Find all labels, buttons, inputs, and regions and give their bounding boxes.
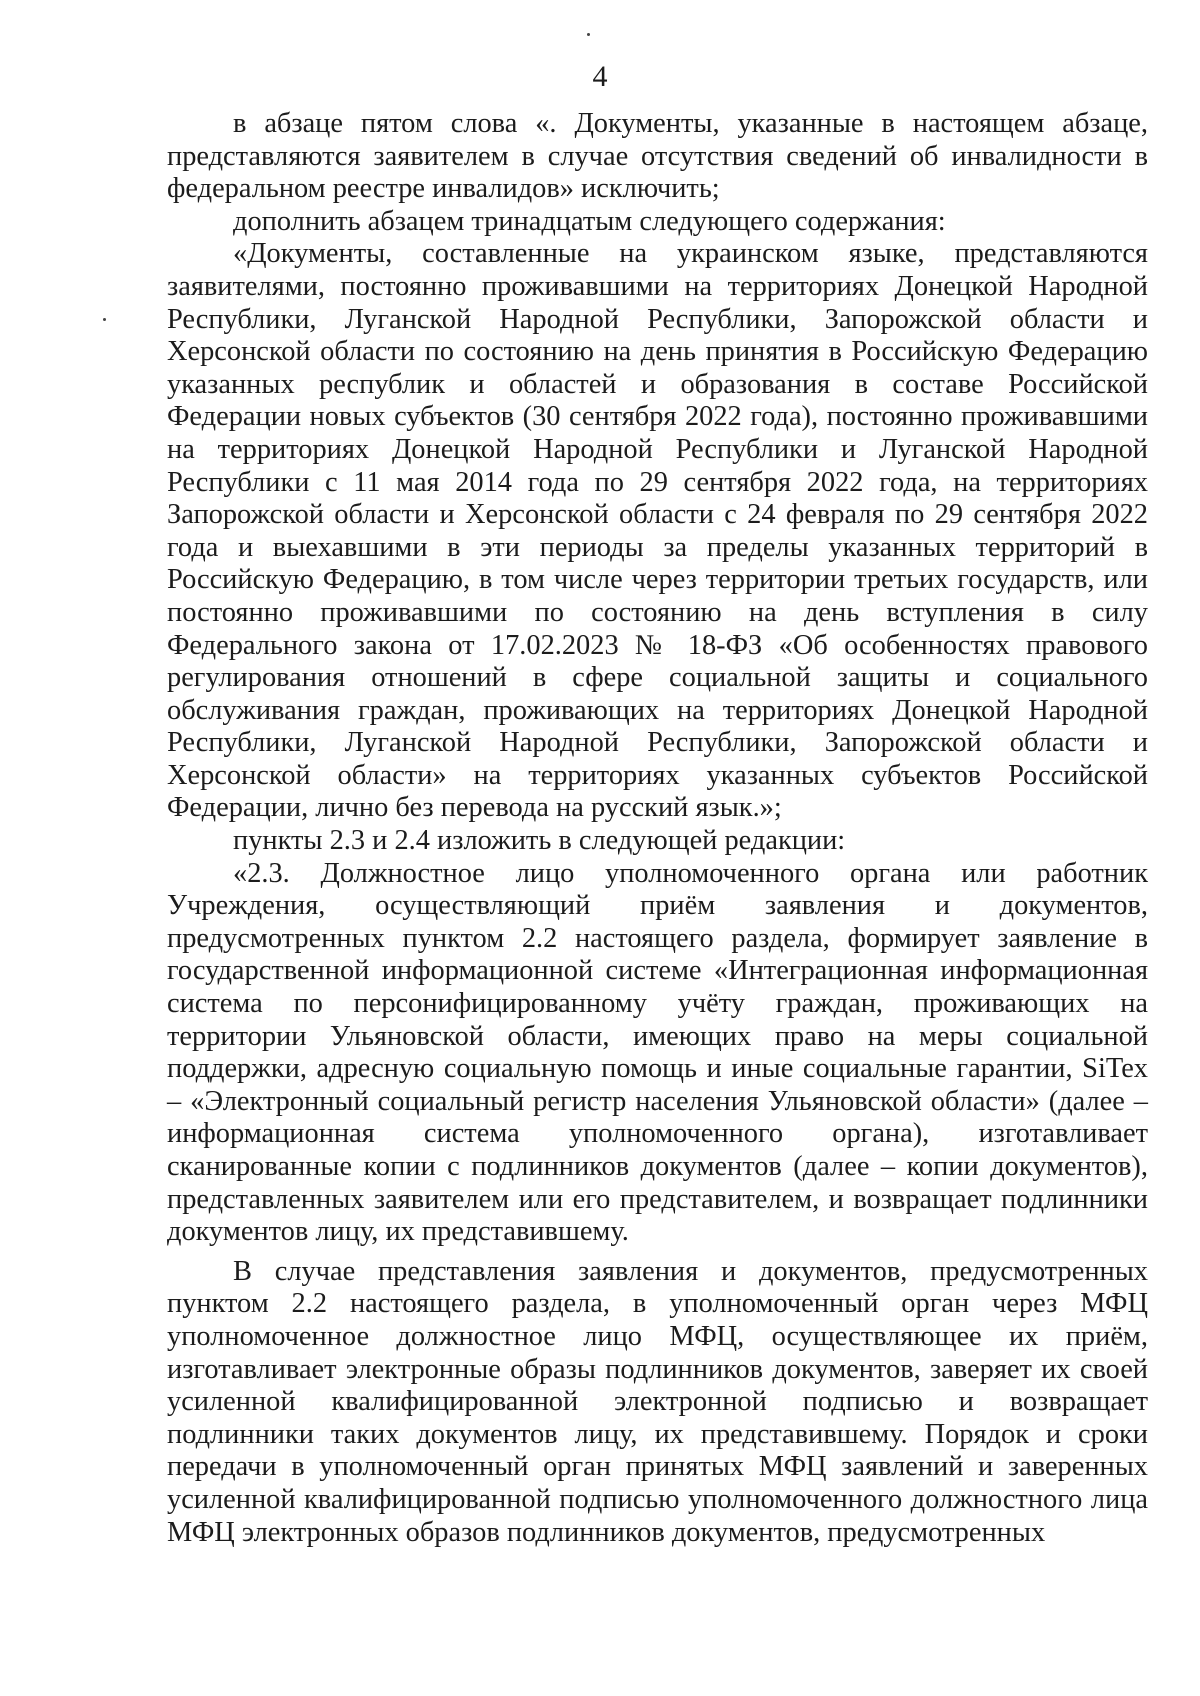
paragraph-amendment-exclude: в абзаце пятом слова «. Документы, указанные в настоящем абзаце, представляются заявителем в случае отсутствия сведений об инвалидности в федеральном реестре инвалидов» исключить; [167, 108, 1148, 205]
scan-speck [103, 318, 106, 321]
paragraph-item-2-3: «2.3. Должностное лицо уполномоченного органа или работник Учреждения, осуществляющий приём заявления и документов, предусмотренных пунктом 2.2 настоящего раздела, формирует заявление в государственной информационной системе «Интеграционная информационная система по персонифицированному учёту граждан, проживающих на территории Ульяновской области, имеющих право на меры социальной поддержки, адресную социальную помощь и иные социальные гарантии, SiTex – «Электронный социальный регистр населения Ульяновской области» (далее – информационная система уполномоченного органа), изготавливает сканированные копии с подлинников документов (далее – копии документов), представленных заявителем или его представителем, и возвращает подлинники документов лицу, их представившему. [167, 857, 1148, 1248]
paragraph-ukrainian-documents: «Документы, составленные на украинском языке, представляются заявителями, постоянно проживавшими на территориях Донецкой Народной Республики, Луганской Народной Республики, Запорожской области и Херсонской области по состоянию на день принятия в Российскую Федерацию указанных республик и областей и образования в составе Российской Федерации новых субъектов (30 сентября 2022 года), постоянно проживавшими на территориях Донецкой Народной Республики и Луганской Народной Республики с 11 мая 2014 года по 29 сентября 2022 года, на территориях Запорожской области и Херсонской области с 24 февраля по 29 сентября 2022 года и выехавшими в эти периоды за пределы указанных территорий в Российскую Федерацию, в том числе через территории третьих государств, или постоянно проживавшими по состоянию на день вступления в силу Федерального закона от 17.02.2023 № 18-ФЗ «Об особенностях правового регулирования отношений в сфере социальной защиты и социального обслуживания граждан, проживающих на территориях Донецкой Народной Республики, Луганской Народной Республики, Запорожской области и Херсонской области» на территориях указанных субъектов Российской Федерации, лично без перевода на русский язык.»; [167, 238, 1148, 824]
paragraph-mfc-submission: В случае представления заявления и документов, предусмотренных пунктом 2.2 настоящего раздела, в уполномоченный орган через МФЦ уполномоченное должностное лицо МФЦ, осуществляющее их приём, изготавливает электронные образы подлинников документов, заверяет их своей усиленной квалифицированной электронной подписью и возвращает подлинники таких документов лицу, их представившему. Порядок и сроки передачи в уполномоченный орган принятых МФЦ заявлений и заверенных усиленной квалифицированной подписью уполномоченного должностного лица МФЦ электронных образов подлинников документов, предусмотренных [167, 1255, 1148, 1548]
scan-speck [587, 33, 590, 36]
paragraph-items-2-3-2-4: пункты 2.3 и 2.4 изложить в следующей редакции: [233, 825, 846, 857]
document-body [167, 108, 1148, 1549]
page-number: 4 [592, 60, 608, 93]
paragraph-add-thirteenth: дополнить абзацем тринадцатым следующего содержания: [233, 205, 946, 237]
